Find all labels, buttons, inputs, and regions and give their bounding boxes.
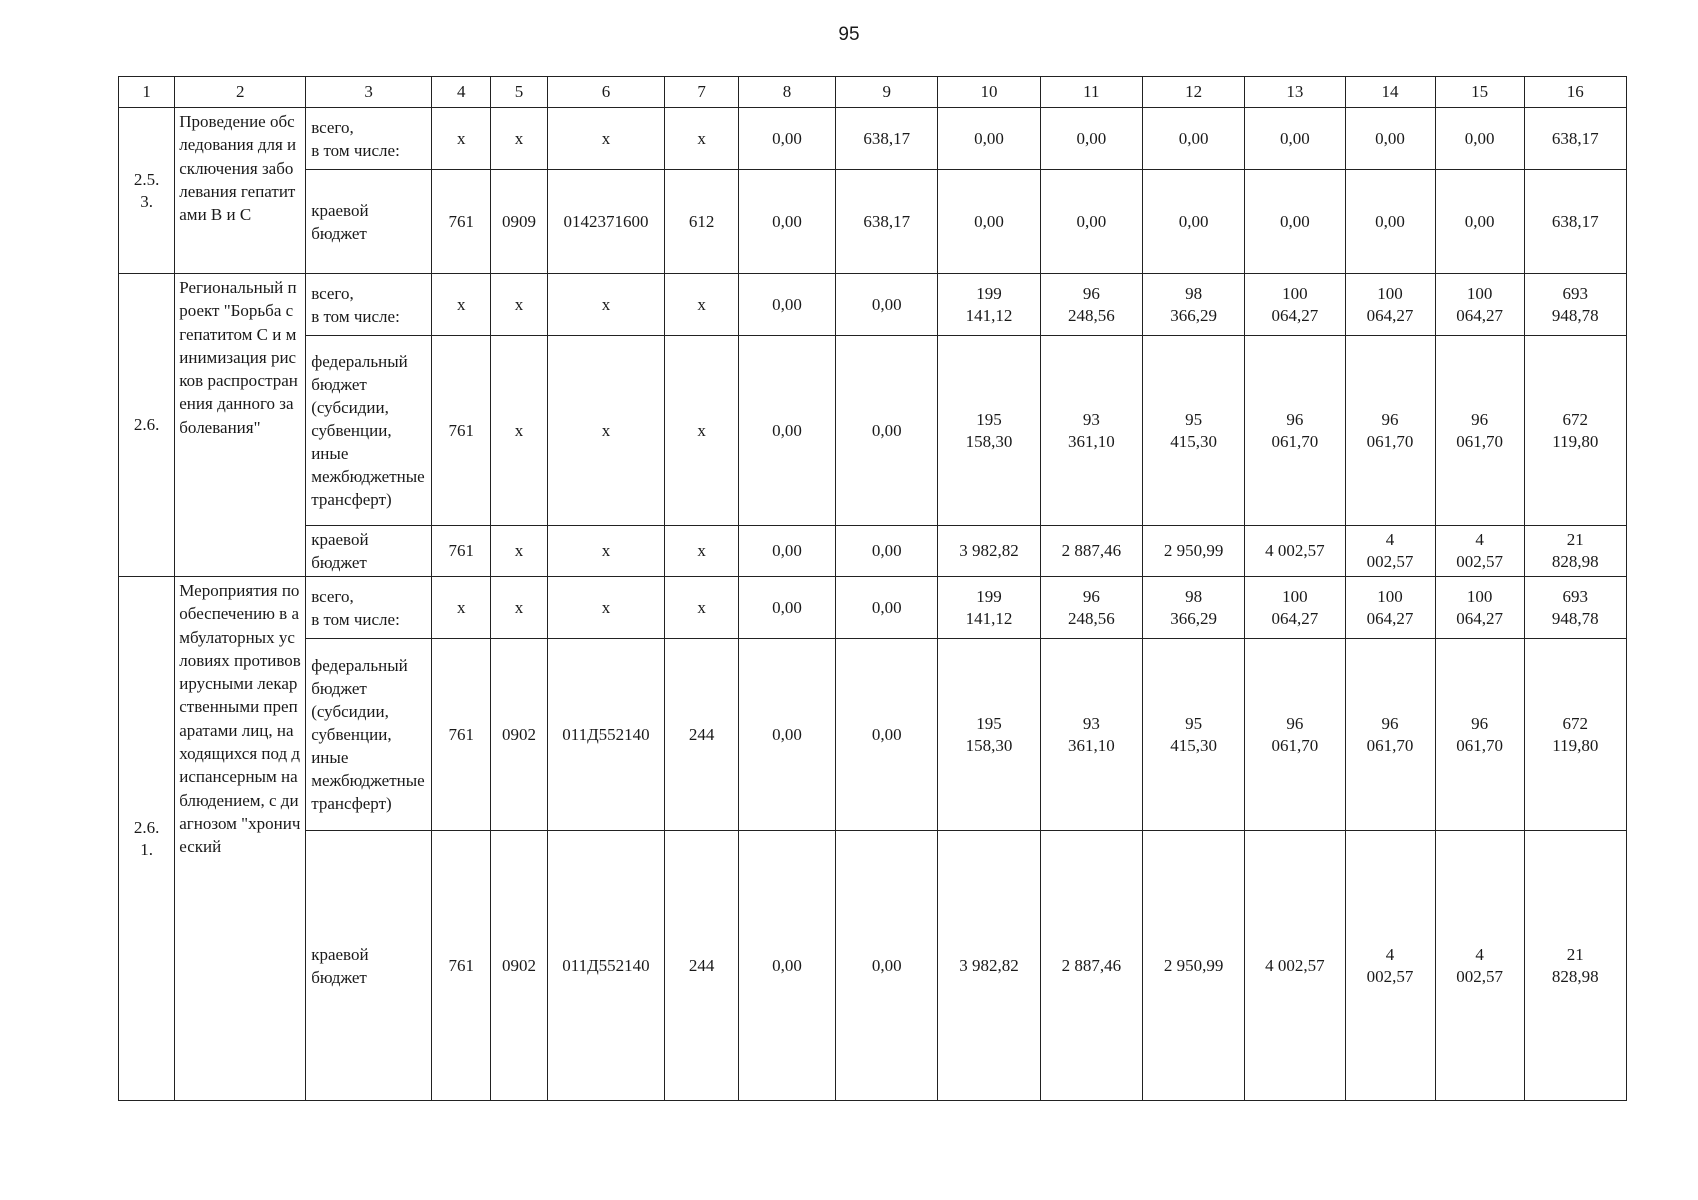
cell-c9: 638,17	[836, 108, 938, 170]
item-name: Проведение обследования для исключения заболевания гепатитами В и С	[175, 108, 306, 274]
cell-c9: 0,00	[836, 274, 938, 336]
cell-c16: 672 119,80	[1524, 336, 1626, 526]
cell-c9: 0,00	[836, 831, 938, 1101]
header-cell: 8	[738, 77, 835, 108]
cell-c13: 0,00	[1245, 170, 1345, 274]
funding-source: всего, в том числе:	[306, 274, 432, 336]
item-code: 2.5. 3.	[119, 108, 175, 274]
cell-c10: 0,00	[938, 170, 1040, 274]
cell-c4: 761	[432, 639, 491, 831]
table-row	[119, 336, 1627, 526]
cell-c11: 0,00	[1040, 170, 1142, 274]
page-number: 95	[838, 24, 860, 45]
cell-c15: 0,00	[1435, 108, 1524, 170]
cell-c8: 0,00	[738, 639, 835, 831]
cell-c15: 4 002,57	[1435, 831, 1524, 1101]
cell-c16: 638,17	[1524, 108, 1626, 170]
cell-c14: 100 064,27	[1345, 577, 1435, 639]
cell-c11: 93 361,10	[1040, 639, 1142, 831]
table-row	[119, 639, 1627, 831]
cell-c10: 3 982,82	[938, 526, 1040, 577]
header-cell: 15	[1435, 77, 1524, 108]
header-cell: 16	[1524, 77, 1626, 108]
cell-c12: 0,00	[1143, 170, 1245, 274]
table-row	[119, 170, 1627, 274]
cell-c13: 100 064,27	[1245, 274, 1345, 336]
cell-c6: x	[547, 577, 665, 639]
funding-source: краевой бюджет	[306, 526, 432, 577]
cell-c6: x	[547, 108, 665, 170]
cell-c12: 2 950,99	[1143, 526, 1245, 577]
cell-c8: 0,00	[738, 336, 835, 526]
cell-c13: 0,00	[1245, 108, 1345, 170]
cell-c14: 96 061,70	[1345, 639, 1435, 831]
cell-c16: 21 828,98	[1524, 831, 1626, 1101]
cell-c15: 100 064,27	[1435, 577, 1524, 639]
cell-c12: 0,00	[1143, 108, 1245, 170]
cell-c4: 761	[432, 526, 491, 577]
funding-source: краевой бюджет	[306, 170, 432, 274]
header-cell: 14	[1345, 77, 1435, 108]
cell-c4: 761	[432, 170, 491, 274]
header-cell: 13	[1245, 77, 1345, 108]
cell-c7: 244	[665, 639, 739, 831]
cell-c10: 195 158,30	[938, 639, 1040, 831]
funding-source: краевой бюджет	[306, 831, 432, 1101]
cell-c10: 199 141,12	[938, 274, 1040, 336]
funding-source: федеральный бюджет (субсидии, субвенции, иные межбюджетные трансферт)	[306, 336, 432, 526]
cell-c13: 96 061,70	[1245, 336, 1345, 526]
table-row	[119, 577, 1627, 639]
cell-c14: 0,00	[1345, 170, 1435, 274]
cell-c6: 0142371600	[547, 170, 665, 274]
header-cell: 2	[175, 77, 306, 108]
cell-c13: 96 061,70	[1245, 639, 1345, 831]
cell-c7: x	[665, 108, 739, 170]
cell-c10: 195 158,30	[938, 336, 1040, 526]
header-cell: 4	[432, 77, 491, 108]
cell-c8: 0,00	[738, 831, 835, 1101]
cell-c5: x	[491, 108, 547, 170]
cell-c14: 96 061,70	[1345, 336, 1435, 526]
cell-c5: 0909	[491, 170, 547, 274]
cell-c7: x	[665, 577, 739, 639]
cell-c8: 0,00	[738, 526, 835, 577]
cell-c11: 2 887,46	[1040, 831, 1142, 1101]
cell-c10: 3 982,82	[938, 831, 1040, 1101]
cell-c5: x	[491, 274, 547, 336]
cell-c4: 761	[432, 336, 491, 526]
cell-c10: 199 141,12	[938, 577, 1040, 639]
cell-c12: 95 415,30	[1143, 639, 1245, 831]
cell-c6: 011Д552140	[547, 639, 665, 831]
cell-c5: x	[491, 526, 547, 577]
cell-c11: 2 887,46	[1040, 526, 1142, 577]
cell-c7: 612	[665, 170, 739, 274]
cell-c14: 4 002,57	[1345, 831, 1435, 1101]
cell-c7: x	[665, 526, 739, 577]
cell-c13: 4 002,57	[1245, 526, 1345, 577]
cell-c8: 0,00	[738, 170, 835, 274]
header-cell: 7	[665, 77, 739, 108]
cell-c12: 98 366,29	[1143, 577, 1245, 639]
cell-c15: 0,00	[1435, 170, 1524, 274]
item-code: 2.6. 1.	[119, 577, 175, 1101]
item-code: 2.6.	[119, 274, 175, 577]
item-name: Мероприятия по обеспечению в амбулаторных условиях противовирусными лекарственными препаратами лиц, находящихся под диспансерным наблюдением, с диагнозом "хронический	[175, 577, 306, 1101]
cell-c9: 0,00	[836, 336, 938, 526]
table-row	[119, 831, 1627, 1101]
cell-c8: 0,00	[738, 108, 835, 170]
cell-c15: 100 064,27	[1435, 274, 1524, 336]
table-row	[119, 108, 1627, 170]
cell-c6: x	[547, 526, 665, 577]
header-cell: 10	[938, 77, 1040, 108]
cell-c11: 96 248,56	[1040, 274, 1142, 336]
cell-c9: 638,17	[836, 170, 938, 274]
cell-c8: 0,00	[738, 274, 835, 336]
cell-c5: 0902	[491, 639, 547, 831]
cell-c6: 011Д552140	[547, 831, 665, 1101]
cell-c9: 0,00	[836, 526, 938, 577]
cell-c16: 672 119,80	[1524, 639, 1626, 831]
cell-c9: 0,00	[836, 639, 938, 831]
cell-c9: 0,00	[836, 577, 938, 639]
cell-c15: 96 061,70	[1435, 336, 1524, 526]
cell-c7: 244	[665, 831, 739, 1101]
funding-source: всего, в том числе:	[306, 108, 432, 170]
header-cell: 5	[491, 77, 547, 108]
cell-c4: x	[432, 577, 491, 639]
header-cell: 1	[119, 77, 175, 108]
header-row	[119, 77, 1627, 108]
cell-c8: 0,00	[738, 577, 835, 639]
cell-c7: x	[665, 274, 739, 336]
funding-source: федеральный бюджет (субсидии, субвенции, иные межбюджетные трансферт)	[306, 639, 432, 831]
table-row	[119, 274, 1627, 336]
cell-c4: 761	[432, 831, 491, 1101]
cell-c14: 0,00	[1345, 108, 1435, 170]
cell-c14: 4 002,57	[1345, 526, 1435, 577]
cell-c14: 100 064,27	[1345, 274, 1435, 336]
table-row	[119, 526, 1627, 577]
cell-c15: 4 002,57	[1435, 526, 1524, 577]
header-cell: 11	[1040, 77, 1142, 108]
cell-c16: 693 948,78	[1524, 577, 1626, 639]
cell-c13: 4 002,57	[1245, 831, 1345, 1101]
cell-c12: 2 950,99	[1143, 831, 1245, 1101]
header-cell: 9	[836, 77, 938, 108]
cell-c7: x	[665, 336, 739, 526]
header-cell: 3	[306, 77, 432, 108]
funding-source: всего, в том числе:	[306, 577, 432, 639]
cell-c5: x	[491, 577, 547, 639]
cell-c16: 693 948,78	[1524, 274, 1626, 336]
cell-c12: 98 366,29	[1143, 274, 1245, 336]
cell-c12: 95 415,30	[1143, 336, 1245, 526]
cell-c5: x	[491, 336, 547, 526]
cell-c11: 0,00	[1040, 108, 1142, 170]
cell-c4: x	[432, 274, 491, 336]
cell-c11: 96 248,56	[1040, 577, 1142, 639]
header-cell: 6	[547, 77, 665, 108]
cell-c6: x	[547, 336, 665, 526]
item-name: Региональный проект "Борьба с гепатитом С и минимизация рисков распространения данного заболевания"	[175, 274, 306, 577]
budget-table	[118, 76, 1627, 1101]
cell-c10: 0,00	[938, 108, 1040, 170]
cell-c16: 638,17	[1524, 170, 1626, 274]
cell-c5: 0902	[491, 831, 547, 1101]
cell-c15: 96 061,70	[1435, 639, 1524, 831]
cell-c6: x	[547, 274, 665, 336]
cell-c4: x	[432, 108, 491, 170]
header-cell: 12	[1143, 77, 1245, 108]
cell-c16: 21 828,98	[1524, 526, 1626, 577]
cell-c11: 93 361,10	[1040, 336, 1142, 526]
cell-c13: 100 064,27	[1245, 577, 1345, 639]
